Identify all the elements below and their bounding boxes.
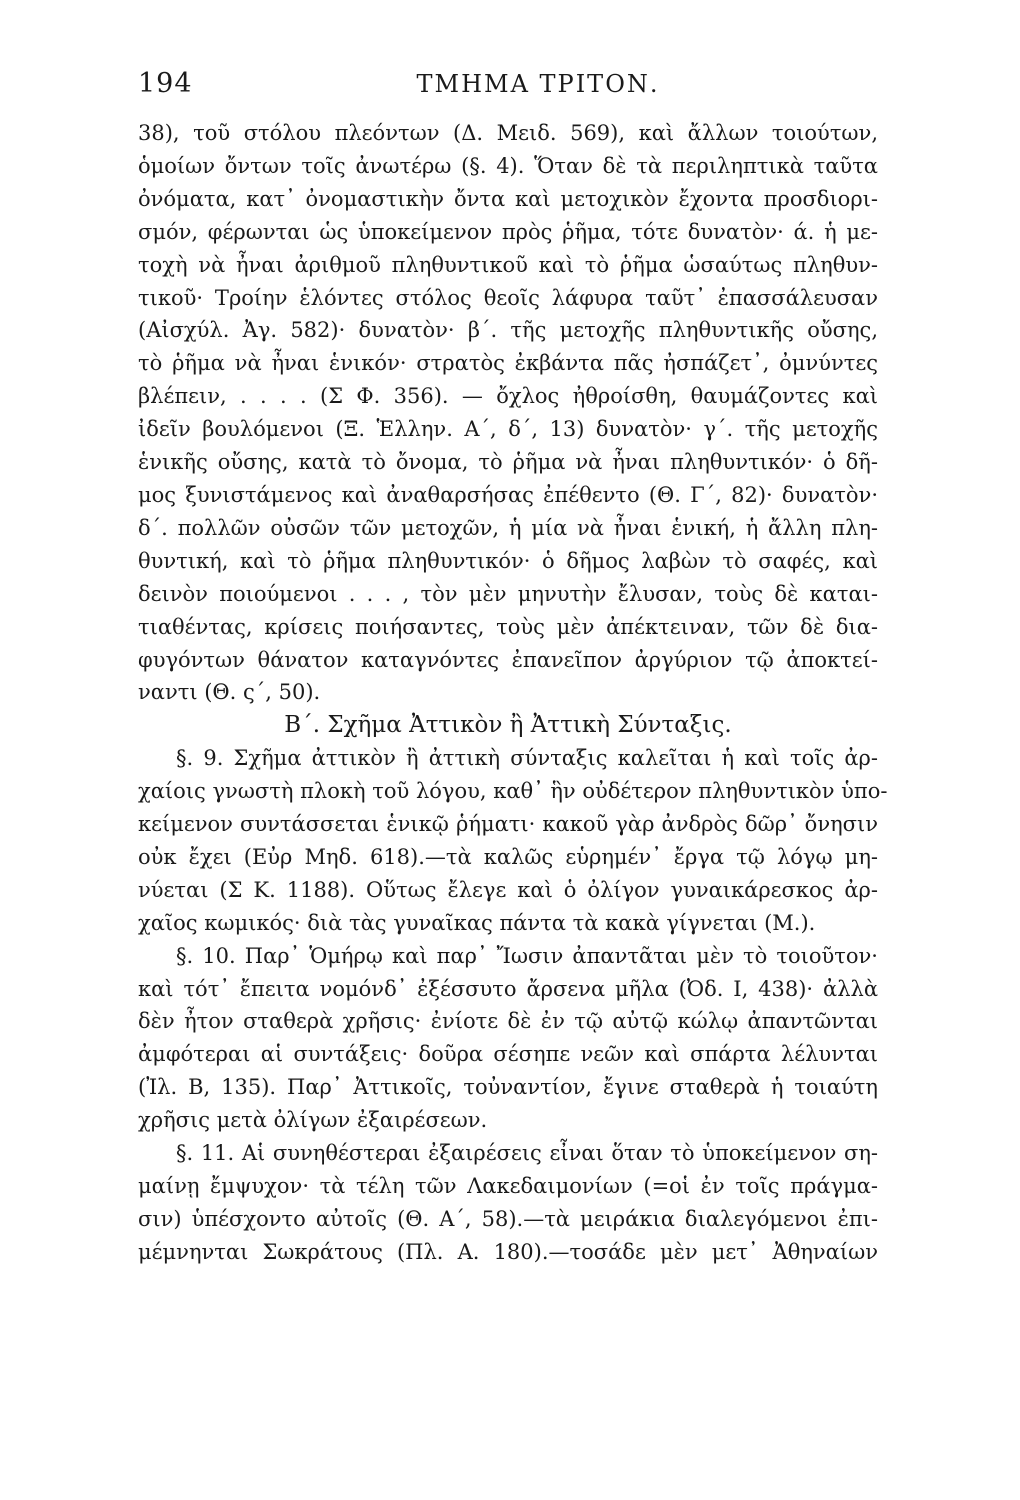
page-body — [138, 117, 888, 1269]
text-line: νύεται (Σ Κ. 1188). Οὕτως ἔλεγε καὶ ὁ ὀλίγον γυναικάρεσκος ἀρ- — [138, 877, 878, 902]
text-line: μέμνηνται Σωκράτους (Πλ. Α. 180).—τοσάδε μὲν μετ᾽ Ἀθηναίων — [138, 1239, 878, 1264]
text-line: τιαθέντας, κρίσεις ποιήσαντες, τοὺς μὲν ἀπέκτειναν, τῶν δὲ δια- — [138, 614, 878, 639]
text-line: τικοῦ· Τροίην ἑλόντες στόλος θεοῖς λάφυρα ταῦτ᾽ ἐπασσάλευσαν — [138, 285, 878, 310]
text-line: θυντική, καὶ τὸ ῥῆμα πληθυντικόν· ὁ δῆμος λαβὼν τὸ σαφές, καὶ — [138, 548, 878, 573]
text-line: κείμενον συντάσσεται ἑνικῷ ῥήματι· κακοῦ γὰρ ἀνδρὸς δῶρ᾽ ὄνησιν — [138, 812, 878, 837]
text-line: μαίνῃ ἔμψυχον· τὰ τέλη τῶν Λακεδαιμονίων (=οἱ ἐν τοῖς πράγμα- — [138, 1174, 878, 1198]
text-line: χαίοις γνωστὴ πλοκὴ τοῦ λόγου, καθ᾽ ἣν οὐδέτερον πληθυντικὸν ὑπο- — [138, 779, 888, 804]
text-line: (Αἰσχύλ. Ἀγ. 582)· δυνατὸν· β΄. τῆς μετοχῆς πληθυντικῆς οὔσης, — [138, 318, 878, 343]
text-line: χρῆσις μετὰ ὀλίγων ἐξαιρέσεων. — [138, 1108, 488, 1133]
text-line: φυγόντων θάνατον καταγνόντες ἐπανεῖπον ἀργύριον τῷ ἀποκτεί- — [138, 647, 878, 672]
text-line: χαῖος κωμικός· διὰ τὰς γυναῖκας πάντα τὰ κακὰ γίγνεται (Μ.). — [138, 910, 816, 935]
paragraph-10-start: §. 10. Παρ᾽ Ὁμήρῳ καὶ παρ᾽ Ἴωσιν ἀπαντᾶται μὲν τὸ τοιοῦτον· — [176, 943, 878, 968]
text-line: σιν) ὑπέσχοντο αὐτοῖς (Θ. Α΄, 58).—τὰ μειράκια διαλεγόμενοι ἐπι- — [138, 1206, 878, 1231]
text-line: καὶ τότ᾽ ἔπειτα νομόνδ᾽ ἐξέσσυτο ἄρσενα μῆλα (Ὀδ. Ι, 438)· ἀλλὰ — [138, 976, 878, 1001]
text-line: ἰδεῖν βουλόμενοι (Ξ. Ἑλλην. Α΄, δ΄, 13) δυνατὸν· γ΄. τῆς μετοχῆς — [138, 417, 878, 442]
text-line: (Ἰλ. Β, 135). Παρ᾽ Ἀττικοῖς, τοὐναντίον, ἔγινε σταθερὰ ἡ τοιαύτη — [138, 1075, 878, 1100]
paragraph-9-start: §. 9. Σχῆμα ἀττικὸν ἢ ἀττικὴ σύνταξις καλεῖται ἡ καὶ τοῖς ἀρ- — [176, 746, 878, 771]
text-line: 38), τοῦ στόλου πλεόντων (Δ. Μειδ. 569), καὶ ἄλλων τοιούτων, — [138, 121, 878, 145]
text-line: ἀμφότεραι αἱ συντάξεις· δοῦρα σέσηπε νεῶν καὶ σπάρτα λέλυνται — [138, 1042, 878, 1067]
text-line: τὸ ῥῆμα νὰ ἦναι ἑνικόν· στρατὸς ἐκβάντα πᾶς ἠσπάζετ᾽, ὀμνύντες — [138, 351, 878, 376]
page-number: 194 — [138, 68, 193, 99]
text-line: δεινὸν ποιούμενοι . . . , τὸν μὲν μηνυτὴν ἔλυσαν, τοὺς δὲ καται- — [138, 581, 878, 606]
text-line: οὐκ ἔχει (Εὐρ Μηδ. 618).—τὰ καλῶς εὑρημέν᾽ ἔργα τῷ λόγῳ μη- — [138, 844, 878, 869]
text-line: ὀνόματα, κατ᾽ ὀνομαστικὴν ὄντα καὶ μετοχικὸν ἔχοντα προσδιορι- — [138, 186, 878, 211]
text-line: ἑνικῆς οὔσης, κατὰ τὸ ὄνομα, τὸ ῥῆμα νὰ ἦναι πληθυντικόν· ὁ δῆ- — [138, 450, 878, 475]
section-heading: Β΄. Σχῆμα Ἀττικὸν ἢ Ἀττικὴ Σύνταξις. — [284, 712, 732, 739]
text-line: βλέπειν, . . . . (Σ Φ. 356). — ὄχλος ἠθροίσθη, θαυμάζοντες καὶ — [138, 384, 878, 409]
text-line: μος ξυνιστάμενος καὶ ἀναθαρσήσας ἐπέθεντο (Θ. Γ΄, 82)· δυνατὸν· — [138, 482, 878, 507]
text-line: ναντι (Θ. ς΄, 50). — [138, 680, 321, 705]
page-header — [138, 68, 878, 108]
text-line: δὲν ἦτον σταθερὰ χρῆσις· ἐνίοτε δὲ ἐν τῷ αὐτῷ κώλῳ ἀπαντῶνται — [138, 1009, 878, 1034]
text-line: δ΄. πολλῶν οὐσῶν τῶν μετοχῶν, ἡ μία νὰ ἦναι ἑνική, ἡ ἄλλη πλη- — [138, 515, 878, 540]
text-line: ὁμοίων ὄντων τοῖς ἀνωτέρω (§. 4). Ὅταν δὲ τὰ περιληπτικὰ ταῦτα — [138, 153, 878, 178]
text-line: τοχὴ νὰ ἦναι ἀριθμοῦ πληθυντικοῦ καὶ τὸ ῥῆμα ὡσαύτως πληθυν- — [138, 252, 878, 277]
running-head: ΤΜΗΜΑ ΤΡΙΤΟΝ. — [416, 70, 660, 98]
paragraph-11-start: §. 11. Αἱ συνηθέστεραι ἐξαιρέσεις εἶναι ὅταν τὸ ὑποκείμενον ση- — [176, 1141, 878, 1166]
text-line: σμόν, φέρωνται ὡς ὑποκείμενον πρὸς ῥῆμα, τότε δυνατὸν· ά. ἡ με- — [138, 219, 878, 244]
